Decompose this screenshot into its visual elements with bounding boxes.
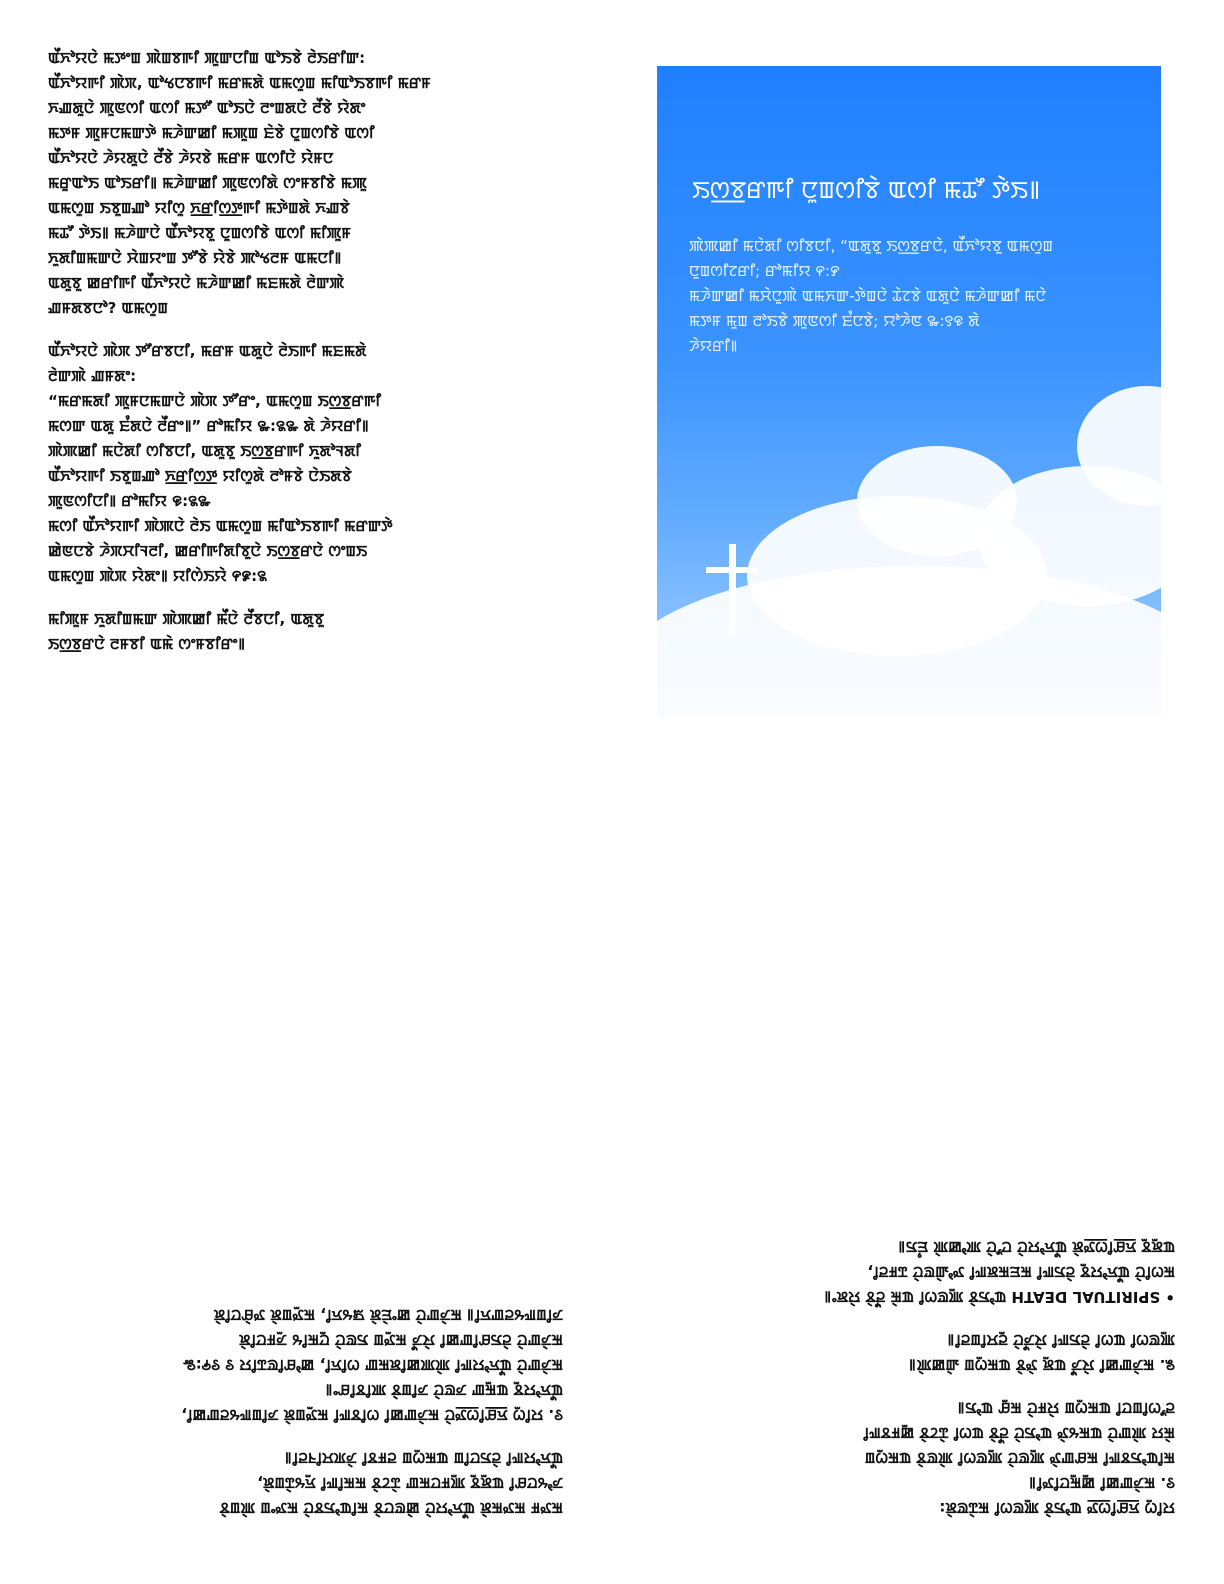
- text-block-1: [48, 1445, 563, 1520]
- text-line: ꯑꯩꯈꯣꯌꯒꯤ ꯏꯕꯨꯡꯉꯣ ꯈ꯭ꯔꯤꯁ꯭ꯇ ꯌꯤꯁꯨꯗꯥ ꯂꯣꯝꯕꯥ ꯅꯥꯏꯗꯕꯥ: [48, 467, 352, 485]
- text-line: ꯑꯩꯈꯣꯌꯒꯤ ꯂꯥꯏꯅꯤꯡ ꯑꯃꯁꯨꯡ ꯂꯝꯕꯤ ꯍꯥꯞꯆꯤꯜꯂꯤ꯫: [285, 1449, 563, 1467]
- text-line: ꯈꯨꯗꯤꯡꯃꯛꯅꯥ ꯆꯥꯡꯌꯦꯡ ꯇꯧꯕꯥ ꯌꯥꯕꯥ ꯄꯣꯠꯂꯝ ꯑꯃꯅꯤ꯫: [48, 249, 342, 267]
- text-line: ꯃꯍꯥꯛꯅꯥ ꯂꯥꯏꯔꯤꯛꯀꯤ ꯋꯥꯍꯩ ꯃꯇꯨꯡ ꯏꯟꯅꯥ ꯅꯨꯃꯤꯠ ꯍꯨꯝꯅꯤꯗꯥ: [239, 1331, 563, 1349]
- text-line: ꯂꯧꯁꯤꯡꯅꯤ ꯑꯃꯁꯨꯡ ꯌꯥꯝꯅꯥ ꯃꯔꯨ ꯑꯣꯏ꯫: [957, 1399, 1175, 1417]
- text-block-2: [48, 339, 568, 589]
- verse-line: ꯃꯍꯥꯛꯀꯤ ꯃꯆꯥꯅꯨꯄꯥ ꯑꯃꯈꯛ-ꯇꯥꯡꯅꯥ ꯊꯥꯖꯕꯥ ꯑꯗꯨꯅꯥ ꯃꯍꯥꯛꯀꯤ ꯃꯅꯥ: [689, 287, 1047, 305]
- text-line: ꯂꯥꯛꯄꯥ ꯉꯝꯗꯦ:: [48, 367, 137, 385]
- text-line: ꯄꯨꯟꯁꯤꯅꯤ꯫ ꯔꯣꯃꯤꯌ ꯶:꯲꯳: [48, 492, 211, 510]
- text-block-2: [48, 1302, 563, 1427]
- text-line: “ꯃꯔꯃꯗꯤ ꯄꯨꯝꯅꯃꯛꯅꯥ ꯄꯥꯞ ꯇꯧꯔꯦ, ꯑꯃꯁꯨꯡ ꯏꯁ꯭ꯕꯔꯒꯤ: [48, 392, 382, 410]
- text-line: ꯑꯩꯈꯣꯌꯅꯥ ꯃꯇꯦꯡ ꯄꯥꯡꯕꯒꯤ ꯄꯨꯛꯅꯤꯡ ꯑꯣꯏꯕꯥ ꯂꯥꯏꯔꯤꯛ:: [48, 49, 366, 67]
- text-line: ꯑꯩꯈꯣꯌꯅꯥ ꯍꯥꯌꯗꯨꯅꯥ ꯂꯩꯕꯥ ꯍꯥꯌꯕꯥ ꯃꯔꯝ ꯑꯁꯤꯅꯥ ꯌꯥꯝꯅ: [48, 149, 334, 167]
- verse-line: ꯅꯨꯡꯁꯤꯖꯔꯤ; ꯔꯣꯃꯤꯌ ꯵:꯸: [689, 262, 840, 280]
- bottom-right-text-panel-inverted: [660, 820, 1175, 1520]
- text-line: ꯃꯤꯑꯣꯏꯕꯒꯤ ꯃꯔꯛꯇꯥ ꯄꯨꯟꯅꯥ ꯄꯨꯟꯁꯤ ꯄꯥꯟꯕꯥ ꯑꯃꯁꯨꯡ: [864, 1449, 1175, 1467]
- text-line: ꯀꯥꯟꯅꯕꯥ ꯍꯥꯞꯆꯤꯜꯂꯤ, ꯀꯔꯤꯒꯤꯗꯤꯕꯨꯅꯥ ꯏꯁ꯭ꯕꯔꯅꯥ ꯁꯦꯡꯏ: [48, 542, 368, 560]
- text-block-2: [660, 1327, 1175, 1377]
- text-line: ꯍꯣꯠꯅꯔꯤ ꯑꯗꯨꯕꯨ ꯄꯨꯝꯅꯃꯛ ꯊꯥꯖꯕꯥ ꯃꯃꯤꯒꯤ ꯈꯨꯠꯊꯥꯡꯗꯥ,: [257, 1474, 563, 1492]
- text-line: ꯑꯩꯈꯣꯌꯒꯤ ꯄꯥꯞ, ꯑꯣꯠꯅꯕꯒꯤ ꯃꯔꯃꯗꯥ ꯑꯃꯁꯨꯡ ꯃꯤꯑꯣꯏꯕꯒꯤ ꯃꯔꯝ: [48, 74, 431, 92]
- text-line: ꯑꯃꯁꯨꯡ ꯏꯕꯨꯡꯉꯣ ꯌꯤꯁꯨ ꯈ꯭ꯔꯤꯁ꯭ꯇꯒꯤ ꯃꯇꯥꯡꯗꯥ ꯈꯉꯕꯥ: [48, 199, 350, 217]
- text-line: ꯑꯩꯈꯣꯌꯅꯥ ꯄꯥꯞ ꯇꯧꯔꯕꯅꯤ, ꯃꯔꯝ ꯑꯗꯨꯅꯥ ꯂꯥꯏꯒꯤ ꯃꯐꯃꯗꯥ: [48, 342, 367, 360]
- text-line: ꯃꯤꯄꯨꯝ ꯈꯨꯗꯤꯡꯃꯛ ꯄꯥꯄꯀꯤ ꯃꯩꯅꯥ ꯂꯩꯕꯅꯤ, ꯑꯗꯨꯕꯨ: [48, 610, 324, 628]
- cross-icon-bar: [706, 567, 758, 573]
- text-line: ꯃꯁꯤꯅꯥ ꯑꯩꯈꯣꯌꯕꯨ ꯂꯥꯏꯒꯤ ꯃꯐꯃꯗꯒꯤ ꯇꯣꯉꯥꯟꯅꯥ ꯊꯝꯂꯤ,: [867, 1263, 1175, 1281]
- text-line: ꯌꯤꯁꯨ ꯈ꯭ꯔꯤꯁ꯭ꯇ ꯑꯣꯏꯕꯥ ꯄꯨꯟꯁꯤ ꯃꯊꯥꯟꯗꯥ:: [939, 1499, 1175, 1517]
- text-line: ꯄꯥꯄꯀꯤ ꯃꯅꯥꯗꯤ ꯁꯤꯕꯅꯤ, ꯑꯗꯨꯕꯨ ꯏꯁ꯭ꯕꯔꯒꯤ ꯈꯨꯗꯣꯜꯗꯤ: [48, 442, 361, 460]
- text-line: ꯍꯤꯡꯒꯠꯂꯛꯈꯤ꯫ ꯃꯍꯥꯛꯅꯥ ꯀꯦꯐꯥꯗꯥ ꯎꯠꯈꯤ, ꯃꯇꯨꯡꯗꯥ ꯇꯔꯥꯅꯤꯗꯥ: [213, 1306, 563, 1324]
- text-line: • SPIRITUAL DEATH ꯑꯣꯏꯕꯥ ꯄꯨꯟꯁꯤ ꯑꯃꯥ ꯂꯩꯕꯥ ꯌꯥꯗꯦ꯫: [824, 1288, 1175, 1306]
- bottom-left-text-panel-inverted: [48, 820, 563, 1520]
- text-line: ꯲. ꯃꯍꯥꯛꯀꯤ ꯋꯥꯍꯩ ꯑꯗꯨ ꯇꯥꯕꯥ ꯑꯃꯁꯨꯡ ꯉꯥꯀꯄꯥ꯫: [909, 1356, 1175, 1374]
- text-block-3: [48, 607, 568, 657]
- text-line: ꯃꯇꯝ ꯄꯨꯝꯅꯃꯛꯇꯥ ꯃꯍꯥꯛꯀꯤ ꯃꯄꯨꯡ ꯐꯥꯕꯥ ꯅꯨꯡꯁꯤꯕꯥ ꯑꯁꯤ: [48, 124, 375, 142]
- cross-icon: [729, 544, 736, 636]
- text-line: ꯃꯥꯌ ꯄꯥꯛꯅꯥ ꯑꯃꯠꯇꯥ ꯑꯣꯏꯅꯥ ꯂꯩꯕꯥ ꯑꯁꯤ ꯊꯥꯖꯕꯥ ꯀꯨꯝꯕꯒꯤ: [863, 1424, 1175, 1442]
- text-line: ꯑꯗꯨꯕꯨ ꯈ꯭ꯔꯤꯁ꯭ꯇꯗꯥ ꯑꯩꯈꯣꯌꯅꯥ ꯅꯧꯅꯥ ꯄꯣꯀꯄꯥ ꯐꯪꯏ꯫: [898, 1238, 1175, 1256]
- text-line: ꯄꯨꯟꯁꯤ ꯑꯁꯤ ꯂꯥꯏꯒꯤ ꯋꯥꯍꯩꯅꯥ ꯂꯨꯆꯤꯡꯂꯤ꯫: [947, 1331, 1175, 1349]
- text-line: ꯱. ꯌꯤꯁꯨ ꯈ꯭ꯔꯤꯁ꯭ꯇꯅꯥ ꯃꯍꯥꯛꯀꯤ ꯁꯤꯕꯒꯤ ꯃꯇꯨꯡꯗꯥ ꯍꯤꯡꯒꯠꯂꯛꯀꯤ,: [181, 1406, 563, 1424]
- cover-title: ꯏꯁ꯭ꯕꯔꯒꯤ ꯅꯨꯡꯁꯤꯕꯥ ꯑꯁꯤ ꯃꯊꯧ ꯇꯥꯏ꯫: [692, 176, 1040, 204]
- text-block-1: [48, 46, 568, 321]
- text-block-3: [660, 1234, 1175, 1309]
- text-line: ꯉꯝꯗꯕꯅꯣ? ꯑꯃꯁꯨꯡ: [48, 299, 168, 317]
- text-line: ꯃꯍꯥꯛꯅꯥ ꯑꯩꯈꯣꯌꯒꯤ ꯄꯥꯄꯀꯤꯗꯃꯛ ꯁꯤꯈꯤ, ꯀꯣꯔꯤꯟꯊꯤꯌ ꯱ ꯱꯵:꯳: [183, 1356, 563, 1374]
- text-line: ꯃꯁꯛ ꯑꯗꯨ ꯐꯪꯗꯅꯥ ꯂꯩꯔꯦ꯫” ꯔꯣꯃꯤꯌ ꯳:꯲꯳ ꯗꯥ ꯍꯥꯌꯔꯤ꯫: [48, 417, 369, 435]
- text-line: ꯈꯉꯗꯨꯅꯥ ꯄꯨꯟꯁꯤ ꯑꯁꯤ ꯃꯇꯧ ꯑꯣꯏꯅꯥ ꯂꯦꯡꯗꯅꯥ ꯂꯩꯕꯥ ꯌꯥꯗꯦ: [48, 99, 366, 117]
- text-line: ꯃꯊꯧ ꯇꯥꯏ꯫ ꯃꯍꯥꯛꯅꯥ ꯑꯩꯈꯣꯌꯕꯨ ꯅꯨꯡꯁꯤꯕꯥ ꯑꯁꯤ ꯃꯤꯄꯨꯝ: [48, 224, 351, 242]
- text-block-1: [660, 1395, 1175, 1520]
- top-left-text-panel: [48, 46, 568, 675]
- text-line: ꯏꯁ꯭ꯕꯔꯅꯥ ꯂꯝꯕꯤ ꯑꯃꯥ ꯁꯦꯝꯕꯤꯔꯦ꯫: [48, 635, 246, 653]
- text-line: ꯑꯩꯈꯣꯌꯕꯨ ꯑꯃꯨꯛ ꯍꯟꯅꯥ ꯍꯤꯡꯕꯥ ꯄꯤꯕꯤꯔꯦ꯫: [325, 1381, 563, 1399]
- verse-line: ꯄꯥꯄꯀꯤ ꯃꯅꯥꯗꯤ ꯁꯤꯕꯅꯤ, “ꯑꯗꯨꯕꯨ ꯏꯁ꯭ꯕꯔꯅꯥ, ꯑꯩꯈꯣꯌꯕꯨ ꯑꯃꯁꯨꯡ: [689, 237, 1054, 255]
- text-line: ꯱. ꯃꯍꯥꯛꯀꯤ ꯀꯨꯃꯨꯅꯤꯇꯤ꯫: [1029, 1474, 1175, 1492]
- verse-line: ꯃꯇꯝ ꯃꯨꯡ ꯂꯣꯏꯕꯥ ꯄꯨꯟꯁꯤ ꯐꯪꯅꯕꯥ; ꯌꯣꯍꯥꯟ ꯳:꯱꯶ ꯗꯥ: [689, 312, 980, 330]
- cover-verse: [689, 234, 1139, 359]
- text-line: ꯑꯗꯨꯕꯨ ꯀꯔꯤꯒꯤ ꯑꯩꯈꯣꯌꯅꯥ ꯃꯍꯥꯛꯀꯤ ꯃꯐꯃꯗꯥ ꯂꯥꯛꯄꯥ: [48, 274, 345, 292]
- text-line: ꯃꯁꯤ ꯑꯩꯈꯣꯌꯒꯤ ꯄꯥꯄꯅꯥ ꯂꯥꯏ ꯑꯃꯁꯨꯡ ꯃꯤꯑꯣꯏꯕꯒꯤ ꯃꯔꯛꯇꯥ: [48, 517, 393, 535]
- text-line: ꯑꯃꯁꯨꯡ ꯄꯥꯞ ꯌꯥꯗꯦ꯫ ꯌꯤꯁꯥꯏꯌꯥ ꯵꯹:꯲: [48, 567, 267, 585]
- verse-line: ꯍꯥꯌꯔꯤ꯫: [689, 337, 738, 355]
- cover-panel: [657, 66, 1161, 716]
- text-line: ꯃꯔꯨꯑꯣꯏ ꯑꯣꯏꯔꯤ꯫ ꯃꯍꯥꯛꯀꯤ ꯄꯨꯟꯁꯤꯗꯥ ꯁꯦꯝꯕꯤꯕꯥ ꯃꯄꯨ: [48, 174, 367, 192]
- text-line: ꯃꯇꯝ ꯃꯇꯃꯗꯥ ꯑꯩꯈꯣꯌꯅꯥ ꯀꯥꯟꯅꯕꯥ ꯃꯤꯑꯣꯏꯕꯅꯥ ꯃꯇꯦꯡ ꯄꯥꯡꯕꯥ: [219, 1499, 563, 1517]
